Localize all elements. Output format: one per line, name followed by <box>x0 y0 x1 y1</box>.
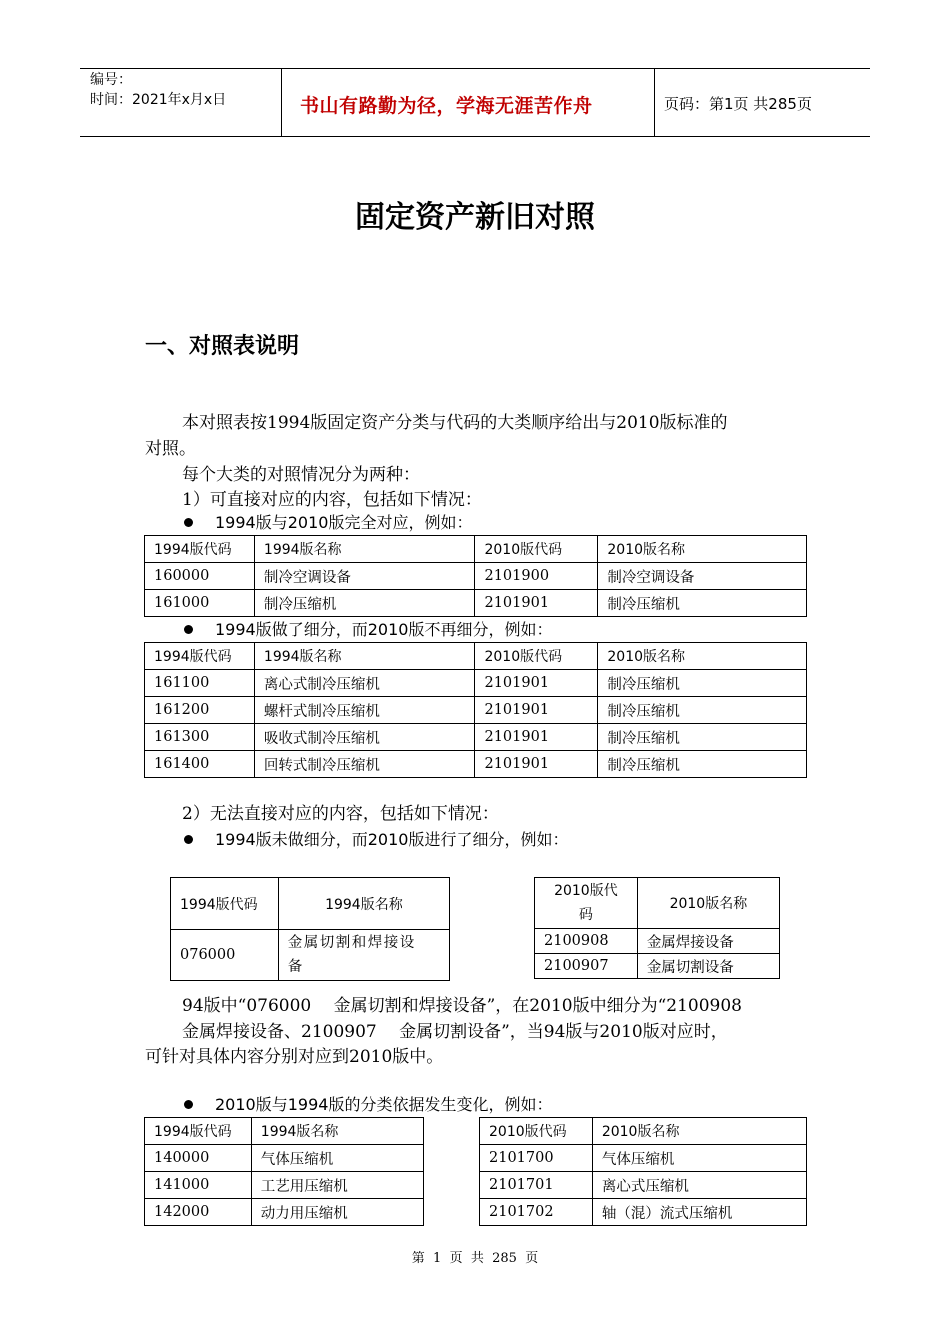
header-cell: 2010版代码 <box>480 1118 593 1145</box>
header-cell: 1994版名称 <box>278 878 449 930</box>
case1-label: 1）可直接对应的内容，包括如下情况： <box>182 490 482 510</box>
table-subdivided-1994 <box>144 642 807 778</box>
bullet-text: 1994版与2010版完全对应，例如： <box>215 513 473 532</box>
document-title: 固定资产新旧对照 <box>355 200 595 235</box>
intro-paragraph-line2: 对照。 <box>145 439 196 459</box>
table-row: 076000 金属切割和焊接设 备 <box>171 930 450 981</box>
bullet-text: 1994版做了细分，而2010版不再细分，例如： <box>215 620 553 639</box>
table-row: 161200 螺杆式制冷压缩机 2101901 制冷压缩机 <box>145 697 807 724</box>
header-top-rule <box>80 68 870 69</box>
table-complete-mapping <box>144 535 807 617</box>
header-bottom-rule <box>80 136 870 137</box>
header-cell: 2010版名称 <box>637 878 779 929</box>
intro-paragraph-line1: 本对照表按1994版固定资产分类与代码的大类顺序给出与2010版标准的 <box>182 413 728 433</box>
name-line: 备 <box>287 959 304 975</box>
page-footer: 第 1 页 共 285 页 <box>411 1251 539 1266</box>
header-cell: 1994版代码 <box>145 1118 252 1145</box>
table-row: 161400 回转式制冷压缩机 2101901 制冷压缩机 <box>145 751 807 778</box>
header-cell: 2010版名称 <box>598 536 807 563</box>
table-row: 161000 制冷压缩机 2101901 制冷压缩机 <box>145 590 807 617</box>
case2-label: 2）无法直接对应的内容，包括如下情况： <box>182 804 499 824</box>
explain-line2: 金属焊接设备、2100907 金属切割设备”，当94版与2010版对应时， <box>182 1022 728 1042</box>
table-row: 140000 气体压缩机 <box>145 1145 424 1172</box>
header-date-label: 时间：2021年x月x日 <box>90 92 227 108</box>
header-cell: 1994版代码 <box>145 643 255 670</box>
table-row: 161300 吸收式制冷压缩机 2101901 制冷压缩机 <box>145 724 807 751</box>
header-motto: 书山有路勤为径，学海无涯苦作舟 <box>300 95 593 117</box>
header-cell: 2010版代 码 <box>535 878 638 929</box>
name-line: 金属切割和焊接设 <box>287 935 416 951</box>
bullet-dot <box>184 835 193 844</box>
bullet-dot <box>184 625 193 634</box>
header-cell: 1994版名称 <box>254 643 475 670</box>
table-1994-basis <box>144 1117 424 1226</box>
bullet-text: 1994版未做细分，而2010版进行了细分，例如： <box>215 830 569 849</box>
section-heading: 一、对照表说明 <box>145 333 300 359</box>
explain-line3: 可针对具体内容分别对应到2010版中。 <box>145 1047 444 1067</box>
header-cell: 2010版代码 <box>475 536 598 563</box>
header-cell: 1994版代码 <box>145 536 255 563</box>
bullet-dot <box>184 518 193 527</box>
header-divider <box>281 68 282 136</box>
explain-line1: 94版中“076000 金属切割和焊接设备”，在2010版中细分为“2100908 <box>182 996 742 1016</box>
table-row: 2101701 离心式压缩机 <box>480 1172 807 1199</box>
header-cell: 1994版名称 <box>251 1118 423 1145</box>
header-page-info: 页码：第1页 共285页 <box>664 95 812 113</box>
intro-cases-line: 每个大类的对照情况分为两种： <box>182 465 420 485</box>
table-2010-basis <box>479 1117 807 1226</box>
header-cell: 2010版名称 <box>598 643 807 670</box>
table-row: 141000 工艺用压缩机 <box>145 1172 424 1199</box>
header-cell: 2010版名称 <box>592 1118 806 1145</box>
table-row: 2101702 轴（混）流式压缩机 <box>480 1199 807 1226</box>
table-row: 160000 制冷空调设备 2101900 制冷空调设备 <box>145 563 807 590</box>
header-number-label: 编号： <box>90 72 132 88</box>
header-cell: 2010版代码 <box>475 643 598 670</box>
table-row: 2100908 金属焊接设备 <box>535 929 780 954</box>
bullet-text: 2010版与1994版的分类依据发生变化，例如： <box>215 1095 553 1114</box>
table-row: 161100 离心式制冷压缩机 2101901 制冷压缩机 <box>145 670 807 697</box>
table-1994-undivided <box>170 877 450 981</box>
bullet-dot <box>184 1100 193 1109</box>
table-row: 2101700 气体压缩机 <box>480 1145 807 1172</box>
header-divider <box>654 68 655 136</box>
header-cell: 1994版名称 <box>254 536 475 563</box>
table-row: 2100907 金属切割设备 <box>535 954 780 979</box>
table-row: 142000 动力用压缩机 <box>145 1199 424 1226</box>
header-cell: 1994版代码 <box>171 878 279 930</box>
table-2010-subdivided <box>534 877 780 979</box>
